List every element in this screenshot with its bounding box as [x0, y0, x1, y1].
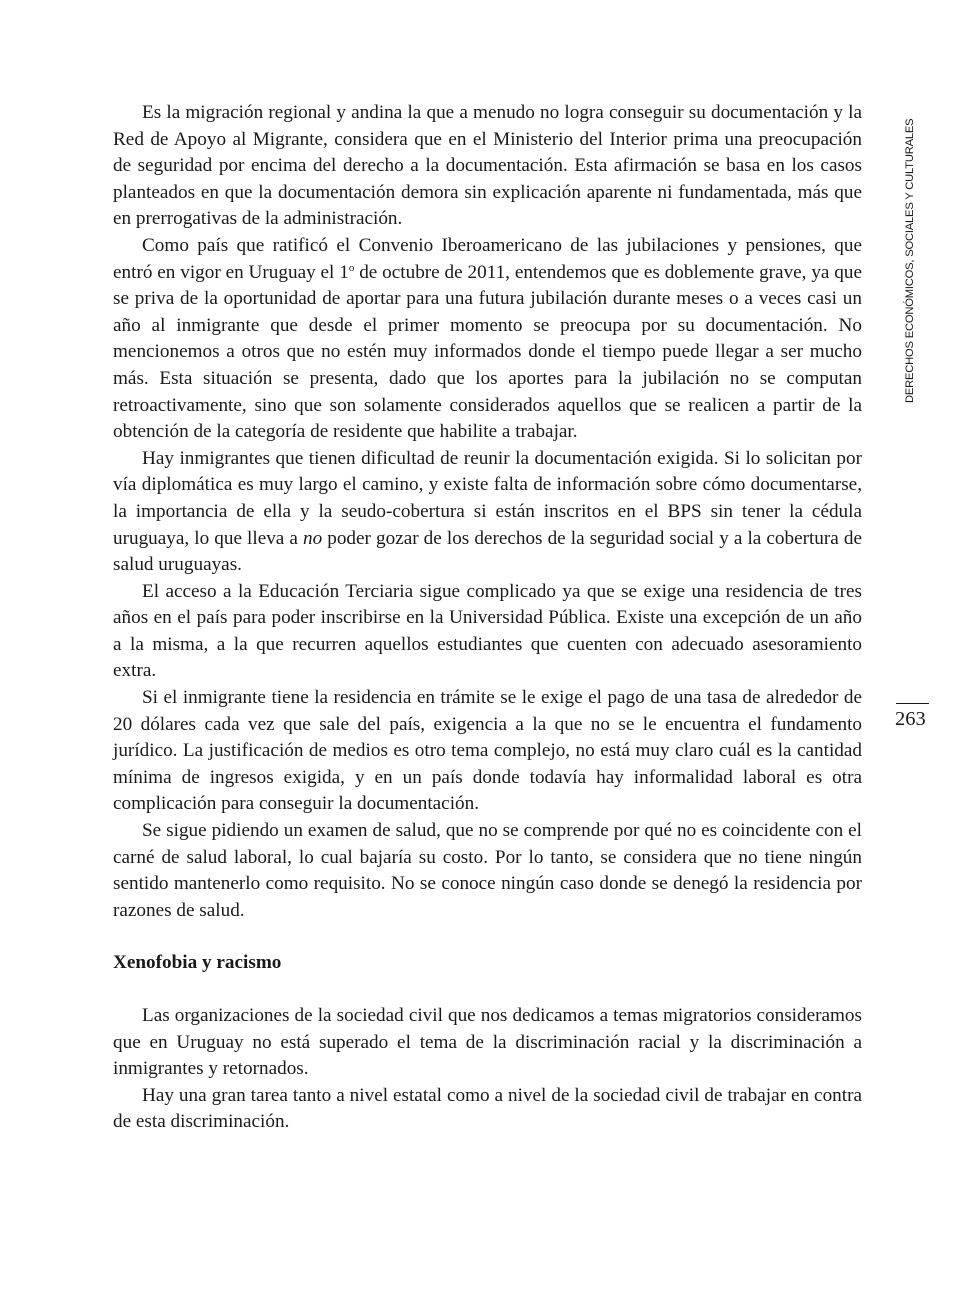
- running-header-text: DERECHOS ECONÓMICOS, SOCIALES Y CULTURALES: [904, 118, 916, 403]
- paragraph-examen-de-salud: Se sigue pidiendo un examen de salud, que no se comprende por qué no es coincidente con el carné de salud laboral, lo cual bajaría su costo. Por lo tanto, se considera que no tiene ningún sentido mantenerlo como requisito. No se conoce ningún caso donde se denegó la residencia por razones de salud.: [113, 820, 862, 921]
- running-header: [902, 100, 922, 405]
- page-number: 263: [895, 708, 926, 730]
- paragraph-residencia-en-tramite: Si el inmigrante tiene la residencia en trámite se le exige el pago de una tasa de alrededor de 20 dólares cada vez que sale del país, exigencia a la que no se le encuentra el fundamento jurídico. La justificación de medios es otro tema complejo, no está muy claro cuál es la cantidad mínima de ingresos exigida, y en un país donde todavía hay informalidad laboral es otra complicación para conseguir la documentación.: [113, 687, 862, 815]
- paragraph-text: Hay inmigrantes que tienen dificultad de reunir la documentación exigida. Si lo solicitan por vía diplomática es muy largo el camino, y existe falta de información sobre cómo documentarse, la importancia de ella y la seudo-cobertura si están inscritos en el BPS sin tener la cédula uruguaya, lo que lleva a: [113, 447, 862, 549]
- paragraph-educacion-terciaria: El acceso a la Educación Terciaria sigue complicado ya que se exige una residencia de tres años en el país para poder inscribirse en la Universidad Pública. Existe una excepción de un año a la misma, a la que recurren aquellos estudiantes que cuenten con adecuado asesoramiento extra.: [113, 580, 862, 682]
- page-number-rule: [896, 703, 929, 704]
- emphasis-no: no: [302, 527, 323, 549]
- body-text: [113, 100, 862, 1136]
- paragraph-text: Como país que ratificó el Convenio Iberoamericano de las jubilaciones y pensiones, que entró en vigor en Uruguay el 1: [113, 234, 862, 283]
- paragraph-convenio-iberoamericano: [113, 233, 862, 446]
- paragraph-organizaciones: Las organizaciones de la sociedad civil que nos dedicamos a temas migratorios consideramos que en Uruguay no está superado el tema de la discriminación racial y la discriminación a inmigrantes y retornados.: [113, 1005, 862, 1080]
- paragraph-documentation-regional: Es la migración regional y andina la que a menudo no logra conseguir su documentación y la Red de Apoyo al Migrante, considera que en el Ministerio del Interior prima una preocupación de seguridad por encima del derecho a la documentación. Esta afirmación se basa en los casos planteados en que la documentación demora sin explicación aparente ni fundamentada, más que en prerrogativas de la administración.: [113, 102, 862, 230]
- ordinal-indicator: o: [348, 261, 355, 274]
- paragraph-text: de octubre de 2011, entendemos que es doblemente grave, ya que se priva de la oportunidad de aportar para una futura jubilación durante meses o a veces casi un año al inmigrante que desde el primer momento se preocupa por su documentación. No mencionemos a otros que no estén muy informados donde el tiempo puede llegar a ser mucho más. Esta situación se presenta, dado que los aportes para la jubilación no se computan retroactivamente, sino que son solamente considerados aquellos que se realicen a partir de la obtención de la categoría de residente que habilite a trabajar.: [113, 261, 862, 443]
- paragraph-text: poder gozar de los derechos de la seguridad social y a la cobertura de salud uruguayas.: [113, 527, 862, 576]
- paragraph-tarea: Hay una gran tarea tanto a nivel estatal como a nivel de la sociedad civil de trabajar en contra de esta discriminación.: [113, 1084, 862, 1133]
- section-heading: Xenofobia y racismo: [113, 952, 282, 974]
- paragraph-dificultad-documentacion: [113, 446, 862, 579]
